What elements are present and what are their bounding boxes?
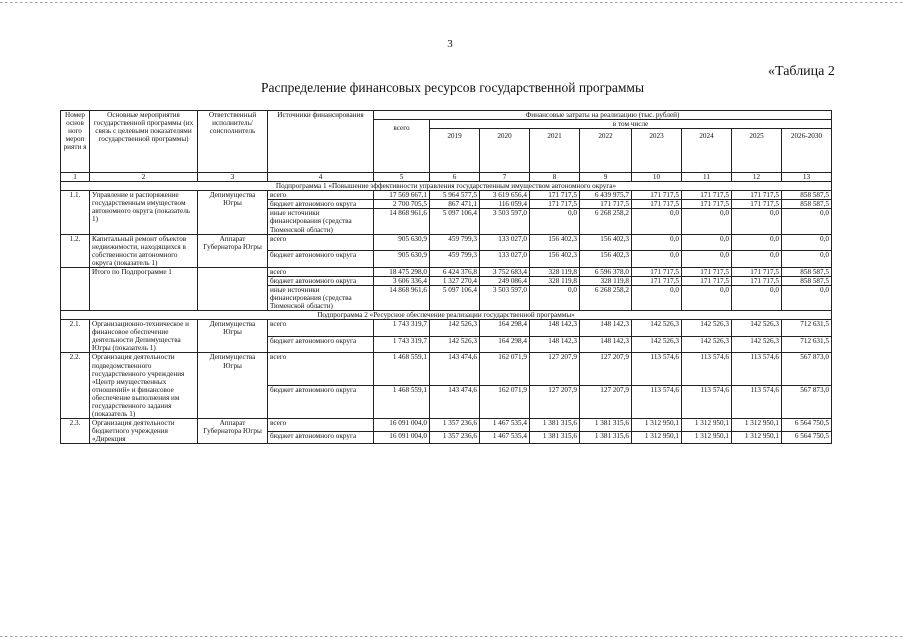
amount-cell: 171 717,5: [632, 276, 682, 285]
amount-cell: 6 268 258,2: [580, 285, 632, 310]
column-index: 12: [732, 173, 782, 182]
amount-cell: 3 503 597,0: [480, 285, 530, 310]
header-year: 2024: [682, 129, 732, 173]
amount-cell: 5 097 106,4: [430, 209, 480, 234]
activity-name: Организационно-техническое и финансовое обеспечение деятельности Депимущества Югры (показатель 1): [90, 320, 198, 353]
activity-number: 1.1.: [61, 191, 90, 234]
amount-cell: 0,0: [682, 285, 732, 310]
amount-cell: 156 402,3: [580, 234, 632, 251]
amount-cell: 171 717,5: [732, 200, 782, 209]
amount-cell: 1 381 315,6: [530, 431, 580, 444]
amount-cell: 171 717,5: [632, 191, 682, 200]
amount-cell: 1 312 950,1: [632, 431, 682, 444]
amount-cell: 171 717,5: [530, 200, 580, 209]
amount-cell: 0,0: [782, 251, 832, 268]
amount-cell: 567 873,0: [782, 386, 832, 419]
header-activities: Основные мероприятия государственной программы (их связь с целевыми показателями государственной программы): [90, 111, 198, 173]
amount-cell: 113 574,6: [682, 353, 732, 386]
amount-cell: 1 312 950,1: [732, 431, 782, 444]
activity-name: Организация деятельности подведомственного государственного учреждения «Центр имущественных отношений» и финансовое обеспечение выполнения им государственного задания (показатель 1): [90, 353, 198, 419]
amount-cell: 171 717,5: [682, 276, 732, 285]
column-index: 11: [682, 173, 732, 182]
table-row: [61, 320, 832, 337]
amount-cell: 1 743 319,7: [374, 336, 430, 353]
header-financial-costs: Финансовые затраты на реализацию (тыс. рублей): [374, 111, 832, 120]
amount-cell: 858 587,5: [782, 200, 832, 209]
activity-executor: [198, 267, 268, 310]
amount-cell: 171 717,5: [682, 200, 732, 209]
funding-source: бюджет автономного округа: [268, 431, 374, 444]
header-year: 2019: [430, 129, 480, 173]
amount-cell: 0,0: [632, 251, 682, 268]
header-year: 2026-2030: [782, 129, 832, 173]
amount-cell: 6 424 376,8: [430, 267, 480, 276]
amount-cell: 142 526,3: [682, 320, 732, 337]
funding-source: бюджет автономного округа: [268, 336, 374, 353]
funding-source: всего: [268, 320, 374, 337]
funding-source: всего: [268, 267, 374, 276]
amount-cell: 567 873,0: [782, 353, 832, 386]
amount-cell: 1 312 950,1: [632, 418, 682, 431]
amount-cell: 0,0: [732, 234, 782, 251]
scan-edge-bottom: [0, 636, 905, 637]
amount-cell: 127 207,9: [530, 386, 580, 419]
header-executor: Ответственный исполнитель/ соисполнитель: [198, 111, 268, 173]
amount-cell: 1 357 236,6: [430, 431, 480, 444]
column-index: 10: [632, 173, 682, 182]
page-number: 3: [447, 38, 453, 50]
amount-cell: 162 071,9: [480, 386, 530, 419]
activity-number: 2.2.: [61, 353, 90, 419]
amount-cell: 1 327 270,4: [430, 276, 480, 285]
amount-cell: 858 587,5: [782, 267, 832, 276]
table-row: [61, 234, 832, 251]
amount-cell: 148 142,3: [530, 320, 580, 337]
funding-source: всего: [268, 353, 374, 386]
amount-cell: 133 027,0: [480, 251, 530, 268]
header-year: 2025: [732, 129, 782, 173]
amount-cell: 3 619 656,4: [480, 191, 530, 200]
amount-cell: 328 119,8: [530, 276, 580, 285]
amount-cell: 171 717,5: [682, 191, 732, 200]
amount-cell: 2 700 705,5: [374, 200, 430, 209]
amount-cell: 156 402,3: [530, 234, 580, 251]
amount-cell: 6 596 378,0: [580, 267, 632, 276]
amount-cell: 867 471,1: [430, 200, 480, 209]
amount-cell: 0,0: [682, 234, 732, 251]
amount-cell: 171 717,5: [732, 276, 782, 285]
funding-source: бюджет автономного округа: [268, 276, 374, 285]
amount-cell: 18 475 298,0: [374, 267, 430, 276]
amount-cell: 0,0: [632, 285, 682, 310]
amount-cell: 6 564 750,5: [782, 418, 832, 431]
funding-source: всего: [268, 234, 374, 251]
amount-cell: 905 630,9: [374, 251, 430, 268]
amount-cell: 143 474,6: [430, 386, 480, 419]
header-year: 2021: [530, 129, 580, 173]
amount-cell: 1 312 950,1: [732, 418, 782, 431]
amount-cell: 14 868 961,6: [374, 209, 430, 234]
amount-cell: 905 630,9: [374, 234, 430, 251]
header-year: 2023: [632, 129, 682, 173]
column-index: 3: [198, 173, 268, 182]
amount-cell: 142 526,3: [632, 336, 682, 353]
activity-executor: Аппарат Губернатора Югры: [198, 418, 268, 443]
amount-cell: 249 086,4: [480, 276, 530, 285]
header-in-that: в том числе: [430, 120, 832, 129]
amount-cell: 3 503 597,0: [480, 209, 530, 234]
amount-cell: 0,0: [782, 285, 832, 310]
amount-cell: 0,0: [732, 251, 782, 268]
header-sources: Источники финансирования: [268, 111, 374, 173]
amount-cell: 6 268 258,2: [580, 209, 632, 234]
document-title: Распределение финансовых ресурсов государственной программы: [260, 80, 645, 95]
activity-name: Капитальный ремонт объектов недвижимости, находящихся в собственности автономного округа (показатель 1): [90, 234, 198, 267]
funding-source: бюджет автономного округа: [268, 386, 374, 419]
amount-cell: 1 381 315,6: [530, 418, 580, 431]
amount-cell: 5 964 577,5: [430, 191, 480, 200]
amount-cell: 171 717,5: [682, 267, 732, 276]
finance-table: [60, 110, 832, 444]
activity-executor: Депимущества Югры: [198, 320, 268, 353]
amount-cell: 171 717,5: [580, 200, 632, 209]
amount-cell: 0,0: [782, 209, 832, 234]
amount-cell: 113 574,6: [732, 386, 782, 419]
amount-cell: 1 467 535,4: [480, 418, 530, 431]
table-row: [61, 418, 832, 431]
amount-cell: 0,0: [530, 285, 580, 310]
amount-cell: 1 468 559,1: [374, 386, 430, 419]
amount-cell: 127 207,9: [580, 353, 632, 386]
amount-cell: 127 207,9: [580, 386, 632, 419]
amount-cell: 459 799,3: [430, 251, 480, 268]
amount-cell: 328 119,8: [580, 276, 632, 285]
amount-cell: 156 402,3: [530, 251, 580, 268]
funding-source: всего: [268, 191, 374, 200]
amount-cell: 3 752 683,4: [480, 267, 530, 276]
amount-cell: 1 381 315,6: [580, 431, 632, 444]
amount-cell: 0,0: [732, 209, 782, 234]
subprogram-title: Подпрограмма 2 «Ресурсное обеспечение реализации государственной программы»: [61, 311, 832, 320]
activity-executor: Депимущества Югры: [198, 353, 268, 419]
amount-cell: 171 717,5: [632, 200, 682, 209]
header-number: Номер основ ного мероп рияти я: [61, 111, 90, 173]
subprogram-row: [61, 182, 832, 191]
amount-cell: 156 402,3: [580, 251, 632, 268]
amount-cell: 148 142,3: [580, 320, 632, 337]
activity-executor: Аппарат Губернатора Югры: [198, 234, 268, 267]
funding-source: бюджет автономного округа: [268, 251, 374, 268]
activity-number: 2.3.: [61, 418, 90, 443]
amount-cell: 0,0: [632, 234, 682, 251]
header-year: 2020: [480, 129, 530, 173]
amount-cell: 142 526,3: [632, 320, 682, 337]
amount-cell: 142 526,3: [732, 336, 782, 353]
column-index: 5: [374, 173, 430, 182]
amount-cell: 142 526,3: [430, 320, 480, 337]
amount-cell: 1 312 950,1: [682, 418, 732, 431]
amount-cell: 858 587,5: [782, 276, 832, 285]
activity-name: Организация деятельности бюджетного учреждения «Дирекция: [90, 418, 198, 443]
amount-cell: 143 474,6: [430, 353, 480, 386]
amount-cell: 14 868 961,6: [374, 285, 430, 310]
subprogram-title: Подпрограмма 1 «Повышение эффективности управления государственным имуществом автономного округа»: [61, 182, 832, 191]
amount-cell: 171 717,5: [732, 191, 782, 200]
amount-cell: 858 587,5: [782, 191, 832, 200]
column-index: 8: [530, 173, 580, 182]
amount-cell: 328 119,8: [530, 267, 580, 276]
table-row: [61, 353, 832, 386]
amount-cell: 1 467 535,4: [480, 431, 530, 444]
amount-cell: 164 298,4: [480, 336, 530, 353]
amount-cell: 148 142,3: [580, 336, 632, 353]
amount-cell: 113 574,6: [632, 386, 682, 419]
amount-cell: 162 071,9: [480, 353, 530, 386]
amount-cell: 113 574,6: [632, 353, 682, 386]
amount-cell: 171 717,5: [530, 191, 580, 200]
amount-cell: 1 468 559,1: [374, 353, 430, 386]
amount-cell: 3 606 336,4: [374, 276, 430, 285]
amount-cell: 6 564 750,5: [782, 431, 832, 444]
subprogram-row: [61, 311, 832, 320]
amount-cell: 1 357 236,6: [430, 418, 480, 431]
amount-cell: 133 027,0: [480, 234, 530, 251]
activity-number: 2.1.: [61, 320, 90, 353]
amount-cell: 16 091 004,0: [374, 431, 430, 444]
amount-cell: 712 631,5: [782, 336, 832, 353]
amount-cell: 142 526,3: [732, 320, 782, 337]
header-total: всего: [374, 120, 430, 173]
amount-cell: 0,0: [682, 209, 732, 234]
column-index: 4: [268, 173, 374, 182]
funding-source: иные источники финансирования (средства Тюменской области): [268, 285, 374, 310]
table-label: «Таблица 2: [768, 64, 835, 79]
funding-source: бюджет автономного округа: [268, 200, 374, 209]
header-year: 2022: [580, 129, 632, 173]
table-row: [61, 191, 832, 200]
amount-cell: 0,0: [782, 234, 832, 251]
amount-cell: 113 574,6: [682, 386, 732, 419]
amount-cell: 16 091 004,0: [374, 418, 430, 431]
activity-number: [61, 267, 90, 310]
amount-cell: 0,0: [632, 209, 682, 234]
column-index: 7: [480, 173, 530, 182]
amount-cell: 148 142,3: [530, 336, 580, 353]
amount-cell: 1 312 950,1: [682, 431, 732, 444]
activity-name: Итого по Подпрограмме 1: [90, 267, 198, 310]
funding-source: всего: [268, 418, 374, 431]
amount-cell: 459 799,3: [430, 234, 480, 251]
table-row: [61, 267, 832, 276]
amount-cell: 142 526,3: [682, 336, 732, 353]
activity-name: Управление и распоряжение государственным имуществом автономного округа (показатель 1): [90, 191, 198, 234]
amount-cell: 116 059,4: [480, 200, 530, 209]
amount-cell: 1 381 315,6: [580, 418, 632, 431]
amount-cell: 127 207,9: [530, 353, 580, 386]
column-index: 2: [90, 173, 198, 182]
funding-source: иные источники финансирования (средства Тюменской области): [268, 209, 374, 234]
amount-cell: 171 717,5: [632, 267, 682, 276]
amount-cell: 712 631,5: [782, 320, 832, 337]
amount-cell: 171 717,5: [732, 267, 782, 276]
scan-edge-top: [0, 2, 905, 3]
amount-cell: 142 526,3: [430, 336, 480, 353]
column-index: 13: [782, 173, 832, 182]
amount-cell: 0,0: [530, 209, 580, 234]
column-index: 6: [430, 173, 480, 182]
amount-cell: 5 097 106,4: [430, 285, 480, 310]
amount-cell: 1 743 319,7: [374, 320, 430, 337]
activity-number: 1.2.: [61, 234, 90, 267]
amount-cell: 113 574,6: [732, 353, 782, 386]
amount-cell: 0,0: [732, 285, 782, 310]
activity-executor: Депимущества Югры: [198, 191, 268, 234]
amount-cell: 0,0: [682, 251, 732, 268]
amount-cell: 6 439 975,7: [580, 191, 632, 200]
column-index: 1: [61, 173, 90, 182]
amount-cell: 164 298,4: [480, 320, 530, 337]
amount-cell: 17 569 667,1: [374, 191, 430, 200]
column-index: 9: [580, 173, 632, 182]
